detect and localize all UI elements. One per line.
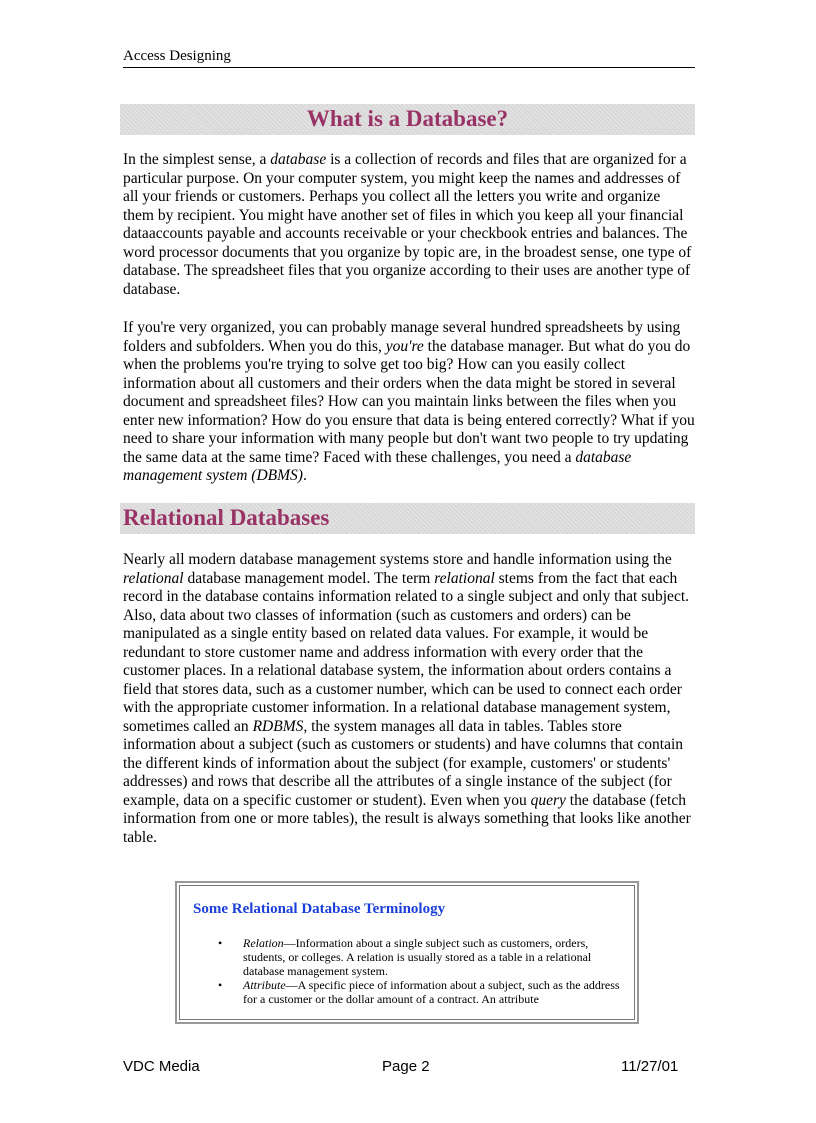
header-title: Access Designing: [123, 48, 231, 64]
emphasis: RDBMS,: [252, 717, 308, 735]
emphasis: relational: [123, 569, 184, 587]
emphasis: database: [270, 151, 327, 168]
bullet-icon: •: [218, 936, 223, 950]
emphasis: relational: [434, 569, 495, 587]
section-heading-band: [120, 104, 695, 135]
dbms-paragraph: [123, 319, 695, 486]
list-item: [218, 936, 633, 978]
section-title-what-is-a-database: What is a Database?: [306, 106, 509, 131]
footer-date: 11/27/01: [621, 1058, 679, 1075]
emphasis: you're: [385, 337, 424, 355]
bullet-icon: •: [218, 978, 223, 992]
section-title-relational-databases: Relational Databases: [123, 505, 330, 530]
terminology-list: [218, 936, 633, 1006]
text-run: is a collection of records and files that are organized for a particular purpose. On your computer system, you might keep the names and addresses of all your friends or customers. Perhaps you collect all the letters you write and organize them by recipient. You might have another set of files in which you keep all your financial dataaccounts payable and accounts receivable or your checkbook entries and balances. The word processor documents that you organize by topic are, in the broadest sense, one type of database. The spreadsheet files that you organize according to their uses are another type of database.: [123, 151, 692, 298]
text-run: .: [302, 467, 307, 484]
text-run: Nearly all modern database management systems store and handle information using the: [123, 551, 672, 568]
terminology-title: Some Relational Database Terminology: [193, 901, 446, 917]
text-run: If you're very organized, you can probably manage several hundred spreadsheets by using folders and subfolders. When you do this,: [123, 319, 681, 355]
definition: —A specific piece of information about a subject, such as the address for a customer or the dollar amount of a contract. An attribute: [243, 978, 620, 1006]
relational-paragraph: [123, 551, 695, 847]
page-header: [123, 47, 695, 68]
text-run: the system manages all data in tables. Tables store information about a subject (such as customers or students) and have columns that contain the different kinds of information about the subject (for example, customers' or students' addresses) and rows that describe all the attributes of a single instance of the subject (for example, data on a specific customer or student). Even when you: [123, 717, 684, 809]
definition: —Information about a single subject such as customers, orders, students, or colleges. A relation is usually stored as a table in a relational database management system.: [243, 936, 592, 978]
text-run: database management model. The term: [183, 569, 435, 587]
text-run: the database (fetch information from one or more tables), the result is always something that looks like another table.: [123, 791, 691, 846]
text-run: In the simplest sense, a: [123, 151, 271, 168]
list-item: [218, 978, 633, 1006]
intro-paragraph: [123, 151, 695, 299]
section-heading-band: [120, 503, 695, 534]
emphasis: query: [530, 791, 566, 809]
footer-page-number: Page 2: [382, 1058, 430, 1075]
text-run: stems from the fact that each record in the database contains information related to a single subject and only that subject. Also, data about two classes of information (such as customers and orders) can be manipulated as a single entity based on related data values. For example, it would be redundant to store customer name and address information with every order that the customer places. In a relational database system, the information about orders contains a field that stores data, such as a customer number, which can be used to connect each order with the appropriate customer information. In a relational database management system, sometimes called an: [123, 569, 689, 735]
terminology-sidebar: [175, 881, 639, 1024]
terminology-sidebar-inner: [179, 885, 635, 1020]
text-run: the database manager. But what do you do when the problems you're trying to solve get too big? How can you easily collect information about all customers and their orders when the data might be stored in several document and spreadsheet files? How can you maintain links between the files when you enter new information? How do you ensure that data is being entered correctly? What if you need to share your information with many people but don't want two people to try updating the same data at the same time? Faced with these challenges, you need a: [123, 337, 695, 466]
footer-publisher: VDC Media: [123, 1058, 200, 1075]
term: Attribute: [243, 978, 286, 992]
emphasis: database management system (DBMS): [123, 448, 632, 484]
term: Relation: [243, 936, 284, 950]
